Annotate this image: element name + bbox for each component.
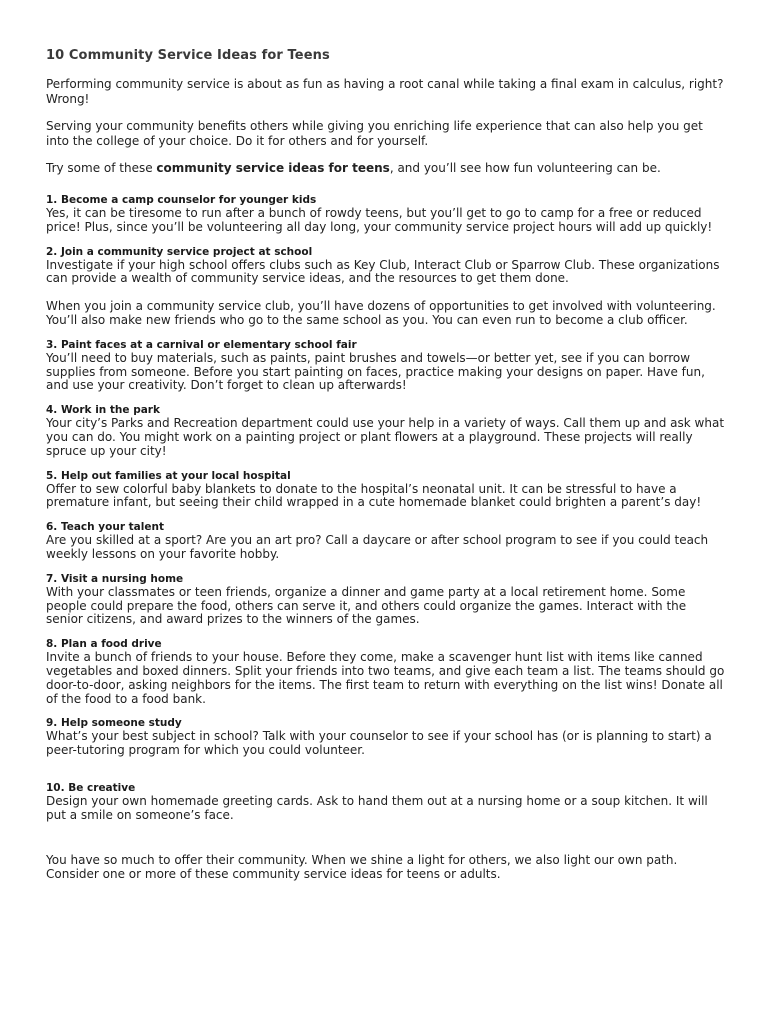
item-title: 3. Paint faces at a carnival or elementary school fair	[46, 338, 357, 351]
item-title: 10. Be creative	[46, 781, 136, 794]
document-title: 10 Community Service Ideas for Teens	[46, 48, 330, 63]
list-item	[46, 339, 726, 393]
item-body: Investigate if your high school offers clubs such as Key Club, Interact Club or Sparrow Club. These organizations can provide a wealth of community service ideas, and the resources to get them done.	[46, 257, 720, 286]
list-item	[46, 717, 726, 758]
intro-paragraph-2: Serving your community benefits others while giving you enriching life experience that can also help you get into the college of your choice. Do it for others and for yourself.	[46, 119, 703, 148]
item-extra-paragraph: When you join a community service club, you’ll have dozens of opportunities to get involved with volunteering. You’ll also make new friends who go to the same school as you. You can even run to become a club officer.	[46, 299, 716, 327]
intro-3-emphasis: community service ideas for teens	[156, 161, 390, 175]
list-item	[46, 404, 726, 458]
item-title: 2. Join a community service project at school	[46, 245, 313, 258]
item-title: 7. Visit a nursing home	[46, 572, 184, 585]
closing-paragraph: You have so much to offer their community. When we shine a light for others, we also light our own path. Consider one or more of these community service ideas for teens or adults.	[46, 852, 678, 881]
item-body: Invite a bunch of friends to your house. Before they come, make a scavenger hunt list with items like canned vegetables and boxed dinners. Split your friends into two teams, and give each team a list. The teams should go door-to-door, asking neighbors for the items. The first team to return with everything on the list wins! Donate all of the food to a food bank.	[46, 650, 725, 706]
item-title: 5. Help out families at your local hospital	[46, 469, 291, 482]
item-title: 6. Teach your talent	[46, 521, 164, 534]
intro-3-tail: , and you’ll see how fun volunteering can be.	[389, 161, 661, 175]
intro-paragraph-1: Performing community service is about as fun as having a root canal while taking a final exam in calculus, right? Wrong!	[46, 77, 724, 106]
item-title: 4. Work in the park	[46, 404, 160, 417]
intro-paragraph-3	[46, 161, 726, 176]
intro-3-lead: Try some of these	[46, 161, 157, 175]
item-body: Your city’s Parks and Recreation department could use your help in a variety of ways. Call them up and ask what you can do. You might work on a painting project or plant flowers at a playground. These projects will really spruce up your city!	[46, 416, 725, 458]
document-page	[46, 48, 726, 881]
item-body: What’s your best subject in school? Talk with your counselor to see if your school has (or is planning to start) a peer-tutoring program for which you could volunteer.	[46, 729, 712, 758]
item-body: With your classmates or teen friends, organize a dinner and game party at a local retirement home. Some people could prepare the food, others can serve it, and others could organize the games. Interact with the senior citizens, and award prizes to the winners of the games.	[46, 584, 687, 627]
item-body: Yes, it can be tiresome to run after a bunch of rowdy teens, but you’ll get to go to camp for a free or reduced price! Plus, since you’ll be volunteering all day long, your community service project hours will add up quickly!	[46, 206, 713, 234]
list-item	[46, 470, 726, 511]
list-item	[46, 194, 726, 235]
list-item	[46, 521, 726, 562]
item-title: 1. Become a camp counselor for younger kids	[46, 194, 317, 206]
item-body: Are you skilled at a sport? Are you an art pro? Call a daycare or after school program to see if you could teach weekly lessons on your favorite hobby.	[46, 533, 709, 561]
list-item	[46, 638, 726, 706]
item-body: You’ll need to buy materials, such as paints, paint brushes and towels—or better yet, see if you can borrow supplies from someone. Before you start painting on faces, practice making your designs on paper. Have fun, and use your creativity. Don’t forget to clean up afterwards!	[46, 350, 705, 393]
list-item	[46, 246, 726, 328]
item-body: Offer to sew colorful baby blankets to donate to the hospital’s neonatal unit. It can be stressful to have a premature infant, but seeing their child wrapped in a cute homemade blanket could brighten a parent’s day!	[46, 481, 702, 510]
item-title: 8. Plan a food drive	[46, 638, 162, 651]
list-item	[46, 782, 726, 823]
item-body: Design your own homemade greeting cards. Ask to hand them out at a nursing home or a soup kitchen. It will put a smile on someone’s face.	[46, 793, 708, 822]
list-item	[46, 573, 726, 627]
item-title: 9. Help someone study	[46, 717, 182, 730]
